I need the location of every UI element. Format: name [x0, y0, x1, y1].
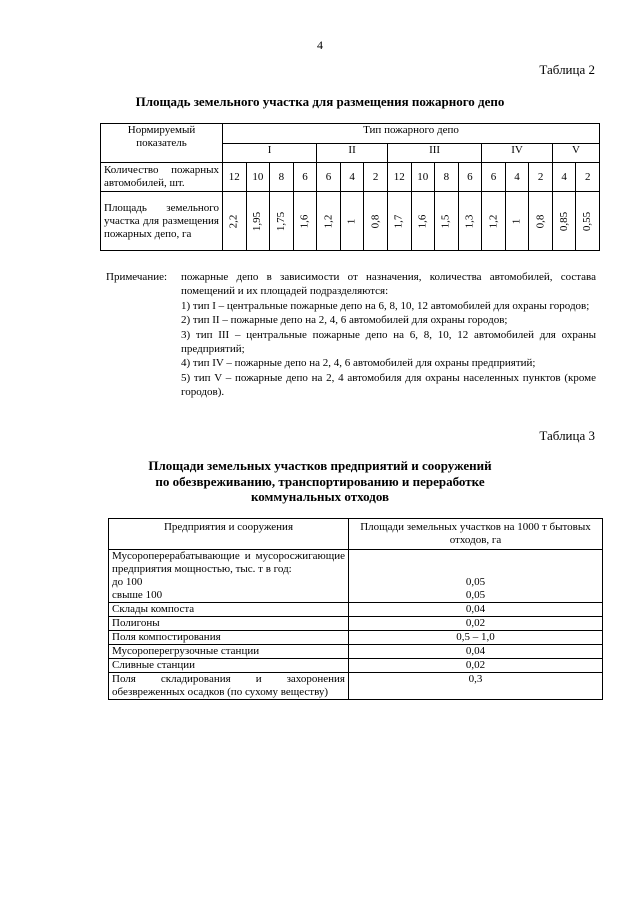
table2-cell: 12 [223, 163, 247, 192]
table2-type-3: III [387, 143, 481, 163]
table2-cell [458, 192, 482, 251]
table3-header-col2: Площади земельных участков на 1000 т бытовых отходов, га [349, 519, 603, 550]
table2-cell-value: 1,95 [251, 211, 264, 231]
table3-row [109, 659, 603, 673]
table3-row-name: Поля складирования и захоронения обезвреженных осадков (по сухому веществу) [109, 673, 349, 700]
note-body [181, 270, 596, 400]
table2-cell-value: 1,5 [439, 214, 452, 228]
table3-header-row [109, 519, 603, 550]
table3-row-value: 0,02 [349, 617, 603, 631]
table2-cell [364, 192, 388, 251]
table3-row [109, 603, 603, 617]
table3-row-value: 0,5 – 1,0 [349, 631, 603, 645]
table2-cell [552, 192, 576, 251]
page-number: 4 [317, 38, 323, 52]
table3-row-name: Склады компоста [109, 603, 349, 617]
table3-title-line: Площади земельных участков предприятий и сооружений [148, 458, 492, 473]
table2-title: Площадь земельного участка для размещения пожарного депо [135, 94, 505, 109]
note-line: 1) тип I – центральные пожарные депо на 6, 8, 10, 12 автомобилей для охраны городов; [181, 299, 590, 312]
table3-row-name: Полигоны [109, 617, 349, 631]
table2-cell: 2 [576, 163, 600, 192]
table3-header-col1: Предприятия и сооружения [109, 519, 349, 550]
table3-group-item-name: свыше 100 [112, 589, 163, 601]
table2-cell-value: 2,2 [227, 214, 240, 228]
table3-row-group [109, 550, 603, 603]
table3-group-item-value: 0,05 [465, 576, 486, 588]
table2-type-4: IV [482, 143, 553, 163]
note-line: 4) тип IV – пожарные депо на 2, 4, 6 автомобилей для охраны предприятий; [181, 357, 536, 370]
table2-cell-value: 0,55 [581, 211, 594, 231]
table2-cell-value: 1,6 [416, 214, 429, 228]
note-label: Примечание: [106, 271, 168, 283]
table3-title-line: коммунальных отходов [250, 489, 390, 504]
table2-cell [576, 192, 600, 251]
table2 [100, 123, 600, 251]
table2-cell: 2 [529, 163, 553, 192]
table2-cell [317, 192, 341, 251]
table3-row [109, 645, 603, 659]
table2-row-area [101, 192, 600, 251]
table3-row [109, 631, 603, 645]
table2-header-depot-type: Тип пожарного депо [223, 124, 600, 144]
table2-cell: 4 [505, 163, 529, 192]
table2-label: Таблица 2 [539, 62, 595, 77]
table2-cell [387, 192, 411, 251]
table3-row-value: 0,3 [349, 673, 603, 700]
table2-type-2: II [317, 143, 388, 163]
table2-cell [270, 192, 294, 251]
table2-cell [223, 192, 247, 251]
table3-row-value: 0,02 [349, 659, 603, 673]
table3-row-value: 0,04 [349, 603, 603, 617]
table3-group-values [349, 550, 603, 603]
table3-row-name: Мусороперегрузочные станции [109, 645, 349, 659]
table3-row [109, 673, 603, 700]
table2-row-label: Количество пожарных автомобилей, шт. [101, 163, 223, 192]
table2-row-vehicles [101, 163, 600, 192]
table2-cell: 6 [482, 163, 506, 192]
table2-header-indicator: Нормируемый показатель [101, 124, 223, 163]
table2-cell [246, 192, 270, 251]
table2-cell-value: 1,75 [274, 211, 287, 231]
table2-cell: 10 [411, 163, 435, 192]
table3-row-value: 0,04 [349, 645, 603, 659]
table2-row-label: Площадь земельного участка для размещения пожарных депо, га [101, 192, 223, 251]
table2-cell-value: 1,6 [298, 214, 311, 228]
table2-cell: 4 [340, 163, 364, 192]
table2-cell: 8 [435, 163, 459, 192]
table2-cell: 6 [317, 163, 341, 192]
table3-row [109, 617, 603, 631]
table2-cell [482, 192, 506, 251]
table2-cell: 2 [364, 163, 388, 192]
table2-cell [505, 192, 529, 251]
note-line: 5) тип V – пожарные депо на 2, 4 автомобиля для охраны населенных пунктов (кроме городов). [181, 371, 596, 399]
table3-group-item-value: 0,05 [465, 589, 486, 601]
table2-cell-value: 1,2 [322, 214, 335, 228]
table2-cell-value: 1 [510, 218, 523, 224]
table2-cell-value: 0,8 [369, 214, 382, 228]
table3 [108, 518, 603, 700]
table2-cell [529, 192, 553, 251]
table2-cell: 4 [552, 163, 576, 192]
note-line: пожарные депо в зависимости от назначения, количества автомобилей, состава помещений и их площадей подразделяются: [181, 271, 596, 298]
table3-label: Таблица 3 [539, 428, 595, 443]
table2-cell-value: 0,8 [534, 214, 547, 228]
table3-group-label: Мусороперерабатывающие и мусоросжигающие предприятия мощностью, тыс. т в год: [112, 550, 345, 575]
table3-title-line: по обезвреживанию, транспортированию и переработке [155, 473, 485, 489]
table2-cell: 10 [246, 163, 270, 192]
table3-row-name: Поля компостирования [109, 631, 349, 645]
table2-cell [293, 192, 317, 251]
table2-cell [435, 192, 459, 251]
table2-cell [411, 192, 435, 251]
table2-type-1: I [223, 143, 317, 163]
table2-cell: 12 [387, 163, 411, 192]
note-line: 3) тип III – центральные пожарные депо на 6, 8, 10, 12 автомобилей для охраны предприятий; [181, 328, 596, 356]
table3-group-cell [109, 550, 349, 603]
table2-cell: 6 [458, 163, 482, 192]
table3-group-item-name: до 100 [112, 576, 143, 588]
table2-type-5: V [552, 143, 599, 163]
table2-cell: 8 [270, 163, 294, 192]
table3-row-name: Сливные станции [109, 659, 349, 673]
table2-cell: 6 [293, 163, 317, 192]
note-line: 2) тип II – пожарные депо на 2, 4, 6 автомобилей для охраны городов; [181, 314, 508, 327]
table2-header-row [101, 124, 600, 144]
table2-cell-value: 1,3 [463, 214, 476, 228]
table2-cell-value: 1 [345, 218, 358, 224]
table2-cell-value: 1,7 [392, 214, 405, 228]
table2-cell [340, 192, 364, 251]
table2-cell-value: 0,85 [557, 211, 570, 231]
table2-note [106, 270, 596, 400]
table3-title [0, 458, 640, 505]
table2-cell-value: 1,2 [486, 214, 499, 228]
